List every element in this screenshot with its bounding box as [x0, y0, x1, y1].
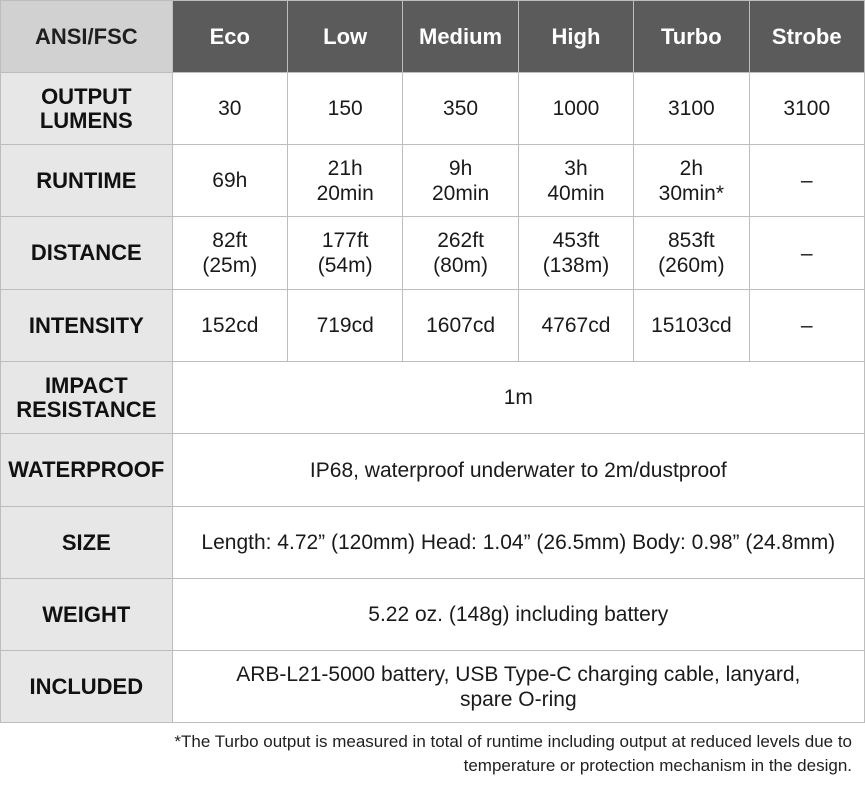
- runtime-row: [1, 145, 865, 217]
- impact-resistance-value: 1m: [172, 362, 864, 434]
- output-lumens-row: [1, 73, 865, 145]
- distance-medium: 262ft (80m): [403, 217, 518, 290]
- weight-label: WEIGHT: [1, 579, 173, 651]
- runtime-high: 3h 40min: [518, 145, 633, 217]
- intensity-row: [1, 290, 865, 362]
- mode-header-high: High: [518, 1, 633, 73]
- waterproof-row: [1, 434, 865, 507]
- distance-label: DISTANCE: [1, 217, 173, 290]
- mode-header-low: Low: [287, 1, 402, 73]
- size-row: [1, 507, 865, 579]
- waterproof-label: WATERPROOF: [1, 434, 173, 507]
- runtime-eco: 69h: [172, 145, 287, 217]
- distance-high: 453ft (138m): [518, 217, 633, 290]
- intensity-turbo: 15103cd: [634, 290, 749, 362]
- runtime-medium: 9h 20min: [403, 145, 518, 217]
- size-value: Length: 4.72” (120mm) Head: 1.04” (26.5mm) Body: 0.98” (24.8mm): [172, 507, 864, 579]
- weight-row: [1, 579, 865, 651]
- header-row: [1, 1, 865, 73]
- output-high: 1000: [518, 73, 633, 145]
- intensity-medium: 1607cd: [403, 290, 518, 362]
- turbo-footnote: *The Turbo output is measured in total of runtime including output at reduced levels due to temperature or protection mechanism in the design.: [174, 732, 852, 775]
- impact-resistance-label: IMPACT RESISTANCE: [1, 362, 173, 434]
- runtime-low: 21h 20min: [287, 145, 402, 217]
- waterproof-value: IP68, waterproof underwater to 2m/dustproof: [172, 434, 864, 507]
- distance-eco: 82ft (25m): [172, 217, 287, 290]
- runtime-turbo: 2h 30min*: [634, 145, 749, 217]
- included-label: INCLUDED: [1, 651, 173, 723]
- weight-value: 5.22 oz. (148g) including battery: [172, 579, 864, 651]
- output-lumens-label: OUTPUT LUMENS: [1, 73, 173, 145]
- output-eco: 30: [172, 73, 287, 145]
- distance-row: [1, 217, 865, 290]
- runtime-label: RUNTIME: [1, 145, 173, 217]
- mode-header-medium: Medium: [403, 1, 518, 73]
- output-medium: 350: [403, 73, 518, 145]
- intensity-strobe: –: [749, 290, 864, 362]
- mode-header-eco: Eco: [172, 1, 287, 73]
- impact-resistance-row: [1, 362, 865, 434]
- distance-strobe: –: [749, 217, 864, 290]
- intensity-eco: 152cd: [172, 290, 287, 362]
- included-value: ARB-L21-5000 battery, USB Type-C charging cable, lanyard, spare O-ring: [172, 651, 864, 723]
- distance-turbo: 853ft (260m): [634, 217, 749, 290]
- output-turbo: 3100: [634, 73, 749, 145]
- mode-header-turbo: Turbo: [634, 1, 749, 73]
- included-row: [1, 651, 865, 723]
- runtime-strobe: –: [749, 145, 864, 217]
- output-low: 150: [287, 73, 402, 145]
- intensity-label: INTENSITY: [1, 290, 173, 362]
- size-label: SIZE: [1, 507, 173, 579]
- intensity-low: 719cd: [287, 290, 402, 362]
- output-strobe: 3100: [749, 73, 864, 145]
- header-corner-label: ANSI/FSC: [1, 1, 173, 73]
- distance-low: 177ft (54m): [287, 217, 402, 290]
- intensity-high: 4767cd: [518, 290, 633, 362]
- mode-header-strobe: Strobe: [749, 1, 864, 73]
